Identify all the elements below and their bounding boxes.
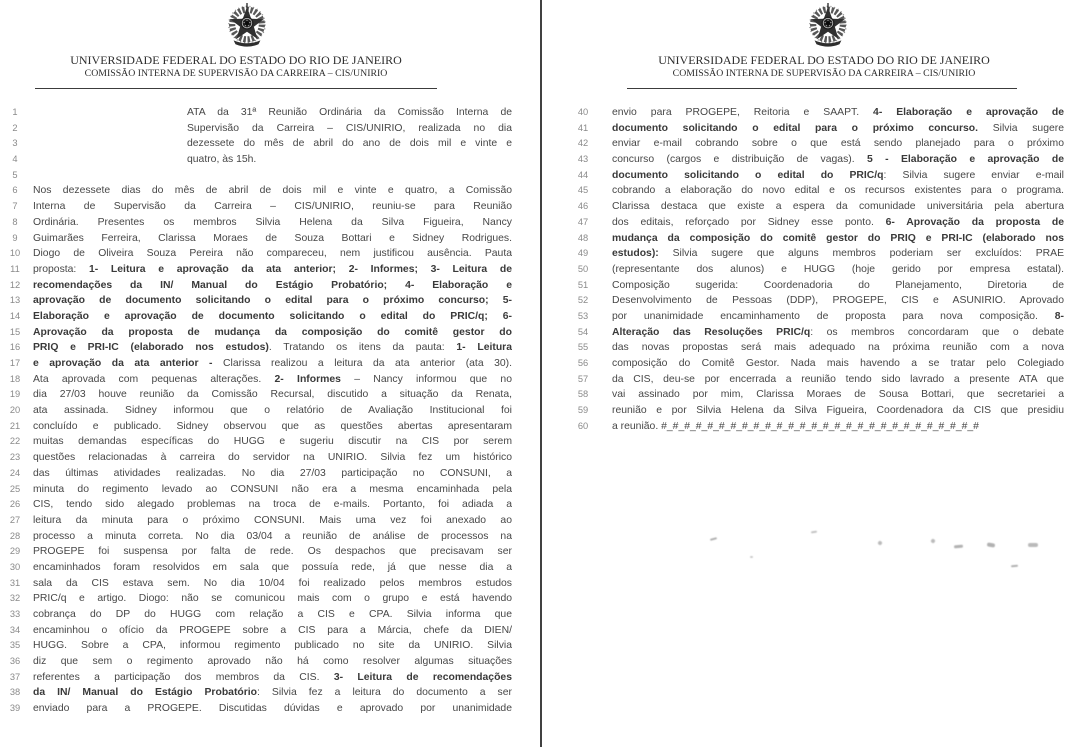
text-line xyxy=(5,450,512,466)
text-line xyxy=(5,293,512,309)
line-text: das últimas atividades realizadas. No dia 27/03 participação no CONSUNI, a xyxy=(33,467,512,479)
line-number: 37 xyxy=(9,671,21,682)
line-number: 22 xyxy=(9,436,21,447)
line-number: 4 xyxy=(12,154,18,165)
line-number: 14 xyxy=(9,310,21,321)
line-number: 33 xyxy=(9,609,21,619)
line-text: das novas propostas será mais adequado na próxima reunião com a nova xyxy=(612,342,1064,354)
text-line xyxy=(573,183,1064,199)
line-number: 43 xyxy=(577,154,589,165)
text-line xyxy=(5,513,512,529)
text-line xyxy=(5,309,512,325)
text-line xyxy=(5,183,512,199)
line-number: 7 xyxy=(12,201,18,212)
line-number: 28 xyxy=(9,530,21,541)
scan-artifact xyxy=(987,542,996,547)
line-number: 6 xyxy=(12,185,18,196)
line-number: 49 xyxy=(577,248,589,259)
line-number: 10 xyxy=(9,248,21,259)
brazil-coat-of-arms-icon xyxy=(223,3,271,54)
line-text: Diogo de Oliveira Souza Pereira não compareceu, nem justificou ausência. Pauta xyxy=(33,248,512,260)
line-number: 1 xyxy=(12,107,18,117)
committee-name: COMISSÃO INTERNA DE SUPERVISÃO DA CARREIRA – CIS/UNIRIO xyxy=(672,68,976,79)
line-text: envio para PROGEPE, Reitoria e SAAPT. 4- Elaboração e aprovação de xyxy=(612,107,1064,118)
text-line xyxy=(5,215,512,231)
line-text: documento solicitando o edital para o próximo concurso. Silvia sugere xyxy=(612,122,1064,134)
scan-artifact xyxy=(1011,565,1018,568)
line-number: 3 xyxy=(12,138,18,149)
text-line xyxy=(573,231,1064,247)
text-line xyxy=(573,403,1064,419)
line-text: composição do Comitê Gestor. Nada mais havendo a se tratar pelo Colegiado xyxy=(612,358,1064,369)
text-line xyxy=(573,356,1064,372)
line-number: 34 xyxy=(9,624,21,635)
line-number: 2 xyxy=(12,122,18,133)
scan-artifact xyxy=(710,537,717,541)
line-text: da IN/ Manual do Estágio Probatório: Silvia fez a leitura do documento a ser xyxy=(33,687,512,699)
line-number: 57 xyxy=(577,373,589,384)
line-number: 13 xyxy=(9,295,21,306)
text-line xyxy=(5,576,512,592)
text-line xyxy=(5,372,512,388)
line-number: 21 xyxy=(9,420,21,431)
line-number: 15 xyxy=(9,326,21,337)
line-text: cobrança do DP do HUGG com relação a CIS e CPA. Silvia informa que xyxy=(33,609,512,620)
text-line xyxy=(5,356,512,372)
line-number: 42 xyxy=(577,138,589,149)
line-number: 56 xyxy=(577,358,589,368)
text-line xyxy=(5,262,512,278)
text-line xyxy=(5,638,512,654)
line-number: 35 xyxy=(9,640,21,651)
text-line xyxy=(5,560,512,576)
line-number: 41 xyxy=(577,122,589,133)
line-text: referentes a participação dos membros da CIS. 3- Leitura de recomendações xyxy=(33,671,512,683)
text-line xyxy=(5,403,512,419)
line-text: Desenvolvimento de Pessoas (DDP), PROGEPE, CIS e ASUNIRIO. Aprovado xyxy=(612,295,1064,307)
line-number: 27 xyxy=(9,514,21,525)
scan-artifact xyxy=(1028,543,1038,547)
text-line xyxy=(573,419,1064,435)
text-line xyxy=(573,105,1064,121)
text-line xyxy=(573,152,1064,168)
line-number: 11 xyxy=(10,263,20,274)
line-text: sala da CIS estava sem. No dia 10/04 foi realizado pelos membros estudos xyxy=(33,577,512,589)
line-text: CIS, tendo sido alegado problemas na troca de e-mails. Portanto, foi adiada a xyxy=(33,499,512,511)
page-header xyxy=(543,0,1077,96)
line-text: vai assinado por mim, Clarissa Moraes de Sousa Bottari, que secretariei a xyxy=(612,389,1064,401)
line-text: concluído e publicado. Sidney observou que as questões abertas apresentaram xyxy=(33,420,512,432)
brazil-coat-of-arms-icon xyxy=(804,3,852,54)
text-line xyxy=(5,340,512,356)
text-line xyxy=(5,105,512,121)
line-number: 55 xyxy=(577,342,589,353)
line-text: e aprovação da ata anterior - Clarissa realizou a leitura da ata anterior (ata 30). xyxy=(33,358,512,369)
text-line xyxy=(5,607,512,623)
line-number: 50 xyxy=(577,263,589,274)
line-text: Interna de Supervisão da Carreira – CIS/UNIRIO, reuniu-se para Reunião xyxy=(33,201,512,213)
line-text: da CIS, deu-se por encerrada a reunião tendo sido lavrado a presente ATA que xyxy=(612,373,1064,385)
line-text: Nos dezessete dias do mês de abril de dois mil e vinte e quatro, a Comissão xyxy=(33,185,512,197)
line-text: Clarissa destaca que existe a espera da comunidade universitária pela abertura xyxy=(612,201,1064,213)
text-line xyxy=(573,293,1064,309)
line-text: dos editais, reforçado por Sidney esse ponto. 6- Aprovação da proposta de xyxy=(612,216,1064,228)
line-text: Ata aprovada com pequenas alterações. 2- Informes – Nancy informou que no xyxy=(33,373,512,385)
text-line xyxy=(573,325,1064,341)
text-line xyxy=(5,685,512,701)
line-number: 25 xyxy=(9,483,21,494)
line-number: 58 xyxy=(577,389,589,400)
line-number: 8 xyxy=(12,216,18,227)
text-line xyxy=(5,199,512,215)
header-rule xyxy=(35,88,437,89)
scan-artifact xyxy=(954,545,963,549)
line-text: encaminhados foram resolvidos em sala que possuía rede, já que nesse dia a xyxy=(33,561,512,573)
line-text xyxy=(33,168,512,184)
text-line xyxy=(573,262,1064,278)
line-text: PROGEPE foi suspensa por falta de rede. Os despachos que precisavam ser xyxy=(33,546,512,558)
line-number: 48 xyxy=(577,232,589,243)
line-text: Composição sugerida: Coordenadoria do Planejamento, Diretoria de xyxy=(612,279,1064,291)
text-line xyxy=(5,591,512,607)
text-line xyxy=(5,152,512,168)
text-line xyxy=(573,168,1064,184)
text-line xyxy=(573,136,1064,152)
text-line xyxy=(573,309,1064,325)
line-text: PRIC/q e artigo. Diogo: não se comunicou mais com o grupo e está havendo xyxy=(33,593,512,605)
text-line xyxy=(5,325,512,341)
line-text: proposta: 1- Leitura e aprovação da ata anterior; 2- Informes; 3- Leitura de xyxy=(33,263,512,275)
line-number: 60 xyxy=(577,420,589,431)
committee-name: COMISSÃO INTERNA DE SUPERVISÃO DA CARREIRA – CIS/UNIRIO xyxy=(84,68,388,79)
line-number: 16 xyxy=(9,342,21,353)
line-number: 24 xyxy=(9,467,21,478)
institution-name: UNIVERSIDADE FEDERAL DO ESTADO DO RIO DE JANEIRO xyxy=(658,53,990,67)
page-1-text xyxy=(5,105,512,717)
line-text: Aprovação da proposta de mudança da composição do comitê gestor do xyxy=(33,326,512,338)
line-text: muitas demandas específicas do HUGG e sugeriu discutir na CIS por serem xyxy=(33,436,512,448)
line-text: a reunião. #_#_#_#_#_#_#_#_#_#_#_#_#_#_#_#_#_#_#_#_#_#_#_#_#_#_#_# xyxy=(612,420,979,432)
text-line xyxy=(573,387,1064,403)
line-text: processo a minuta correta. No dia 03/04 a reunião de análise de processos na xyxy=(33,530,512,542)
line-text: aprovação de documento solicitando o edital para o próximo concurso; 5- xyxy=(33,295,512,307)
scan-artifact xyxy=(811,531,817,534)
page-divider xyxy=(540,0,542,747)
text-line xyxy=(5,497,512,513)
text-line xyxy=(573,340,1064,356)
page-2 xyxy=(543,0,1077,747)
text-line xyxy=(5,466,512,482)
scan-artifact xyxy=(877,540,883,546)
text-line xyxy=(5,670,512,686)
line-number: 29 xyxy=(9,546,21,557)
page-header xyxy=(0,0,540,96)
text-line xyxy=(573,372,1064,388)
line-number: 59 xyxy=(577,405,589,416)
text-line xyxy=(5,544,512,560)
line-text: PRIQ e PRI-IC (elaborado nos estudos). Tratando os itens da pauta: 1- Leitura xyxy=(33,342,512,354)
text-line xyxy=(5,623,512,639)
line-number: 40 xyxy=(577,107,589,117)
text-line xyxy=(573,278,1064,294)
line-text: ata assinada. Sidney informou que o relatório de Avaliação Institucional foi xyxy=(33,405,512,417)
line-text: dezessete do mês de abril do ano de dois mil e vinte e xyxy=(187,138,512,150)
line-text: Alteração das Resoluções PRIC/q: os membros concordaram que o debate xyxy=(612,326,1064,338)
line-text: por unanimidade encaminhamento de proposta para nova composição. 8- xyxy=(612,310,1064,322)
line-text: estudos): Silvia sugere que alguns membros poderiam ser excluídos: PRAE xyxy=(612,248,1064,260)
line-text: questões relacionadas à carreira do servidor na UNIRIO. Silvia fez um histórico xyxy=(33,452,512,464)
text-line xyxy=(5,654,512,670)
line-text: leitura da minuta para o próximo CONSUNI. Mais uma vez foi anexado ao xyxy=(33,514,512,526)
text-line xyxy=(5,419,512,435)
line-number: 44 xyxy=(577,169,589,180)
line-number: 30 xyxy=(9,561,21,572)
line-number: 19 xyxy=(9,389,21,400)
line-text: reunião e por Silvia Helena da Silva Figueira, Coordenadora da CIS que presidiu xyxy=(612,405,1064,417)
text-line xyxy=(573,199,1064,215)
line-number: 38 xyxy=(9,687,21,698)
line-number: 18 xyxy=(9,373,21,384)
line-number: 54 xyxy=(577,326,589,337)
line-text: HUGG. Sobre a CPA, informou regimento publicado no site da UNIRIO. Silvia xyxy=(33,640,512,652)
line-text: concurso (cargos e distribuição de vagas). 5 - Elaboração e aprovação de xyxy=(612,154,1064,166)
line-text: ATA da 31ª Reunião Ordinária da Comissão Interna de xyxy=(187,107,512,118)
text-line xyxy=(5,701,512,717)
line-number: 12 xyxy=(9,279,21,290)
line-number: 47 xyxy=(577,216,589,227)
text-line xyxy=(5,231,512,247)
text-line xyxy=(573,246,1064,262)
line-number: 51 xyxy=(577,279,589,290)
header-rule xyxy=(627,88,1017,89)
text-line xyxy=(5,136,512,152)
line-text: documento solicitando o edital do PRIC/q: Silvia sugere enviar e-mail xyxy=(612,169,1064,181)
line-text: mudança da composição do comitê gestor do PRIQ e PRI-IC (elaborado nos xyxy=(612,232,1064,244)
scan-artifact xyxy=(930,538,936,544)
line-number: 17 xyxy=(9,358,21,368)
page-2-text xyxy=(573,105,1064,434)
line-number: 52 xyxy=(577,295,589,306)
text-line xyxy=(5,121,512,137)
text-line xyxy=(5,168,512,184)
text-line xyxy=(5,482,512,498)
line-number: 20 xyxy=(9,405,21,416)
line-text: recomendações da IN/ Manual do Estágio Probatório; 4- Elaboração e xyxy=(33,279,512,291)
line-number: 9 xyxy=(12,232,18,243)
line-text: (representante dos alunos) e HUGG (hoje gerido por empresa estatal). xyxy=(612,263,1064,275)
line-text: enviado para a PROGEPE. Discutidas dúvidas e aprovado por unanimidade xyxy=(33,703,512,715)
scan-artifact xyxy=(750,556,753,558)
text-line xyxy=(5,529,512,545)
line-number: 26 xyxy=(9,499,21,510)
text-line xyxy=(5,246,512,262)
line-number: 5 xyxy=(12,169,18,180)
line-text: minuta do regimento levado ao CONSUNI não era a mesma encaminhada pela xyxy=(33,483,512,495)
text-line xyxy=(5,387,512,403)
line-number: 36 xyxy=(9,656,21,667)
line-text: encaminhou o ofício da PROGEPE sobre a CIS para a Márcia, chefe da DIEN/ xyxy=(33,624,512,636)
line-number: 53 xyxy=(577,310,589,321)
line-text: cobrando a elaboração do novo edital e os recursos existentes para o programa. xyxy=(612,185,1064,197)
line-text: quatro, às 15h. xyxy=(187,154,257,166)
line-text: Guimarães Ferreira, Clarissa Moraes de Souza Bottari e Sidney Rodrigues. xyxy=(33,232,512,244)
line-text: Supervisão da Carreira – CIS/UNIRIO, realizada no dia xyxy=(187,122,512,134)
line-number: 31 xyxy=(9,577,21,588)
line-number: 39 xyxy=(9,703,21,714)
line-text: dia 27/03 houve reunião da Comissão Recursal, discutido a situação da Renata, xyxy=(33,389,512,401)
line-number: 46 xyxy=(577,201,589,212)
line-text: Ordinária. Presentes os membros Silvia Helena da Silva Figueira, Nancy xyxy=(33,216,512,228)
text-line xyxy=(573,121,1064,137)
line-number: 23 xyxy=(9,452,21,463)
line-text: Elaboração e aprovação de documento solicitando o edital do PRIC/q; 6- xyxy=(33,310,512,322)
line-number: 45 xyxy=(577,185,589,196)
institution-name: UNIVERSIDADE FEDERAL DO ESTADO DO RIO DE JANEIRO xyxy=(70,53,402,67)
line-text: enviar e-mail cobrando sobre o que está sendo planejado para o próximo xyxy=(612,138,1064,150)
text-line xyxy=(5,434,512,450)
text-line xyxy=(5,278,512,294)
text-line xyxy=(573,215,1064,231)
line-text: diz que sem o regimento aprovado não há como resolver algumas situações xyxy=(33,656,512,668)
line-number: 32 xyxy=(9,593,21,604)
